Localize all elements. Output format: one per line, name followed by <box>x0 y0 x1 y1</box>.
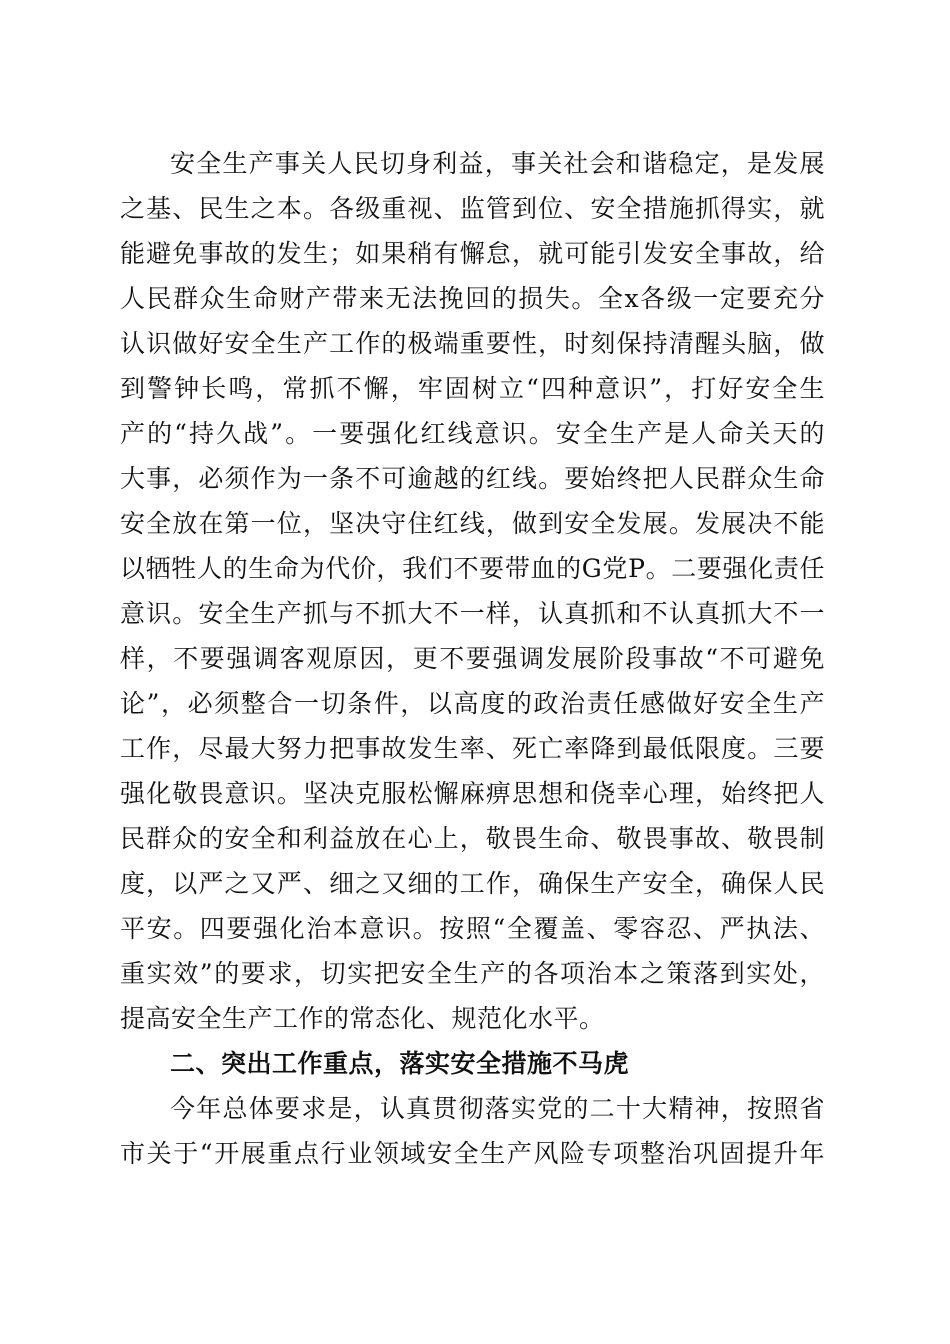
paragraph-line: 市关于“开展重点行业领域安全生产风险专项整治巩固提升年 <box>120 1139 825 1168</box>
paragraph-line: 以牺牲人的生命为代价，我们不要带血的G党P。二要强化责任 <box>120 554 825 583</box>
paragraph-line: 认识做好安全生产工作的极端重要性，时刻保持清醒头脑，做 <box>120 329 825 358</box>
paragraph-line: 论”，必须整合一切条件，以高度的政治责任感做好安全生产 <box>120 689 825 718</box>
paragraph-line: 产的“持久战”。一要强化红线意识。安全生产是人命关天的 <box>120 419 825 448</box>
paragraph-line: 工作，尽最大努力把事故发生率、死亡率降到最低限度。三要 <box>120 734 825 763</box>
paragraph-line: 人民群众生命财产带来无法挽回的损失。全x各级一定要充分 <box>120 284 825 313</box>
paragraph-line: 重实效”的要求，切实把安全生产的各项治本之策落到实处， <box>120 959 825 988</box>
paragraph-line: 到警钟长鸣，常抓不懈，牢固树立“四种意识”，打好安全生 <box>120 374 825 403</box>
paragraph-line: 提高安全生产工作的常态化、规范化水平。 <box>120 1004 605 1033</box>
paragraph-line: 意识。安全生产抓与不抓大不一样，认真抓和不认真抓大不一 <box>120 599 825 628</box>
paragraph-line: 平安。四要强化治本意识。按照“全覆盖、零容忍、严执法、 <box>120 914 825 943</box>
section-heading: 二、突出工作重点，落实安全措施不马虎 <box>170 1049 630 1078</box>
paragraph-line: 之基、民生之本。各级重视、监管到位、安全措施抓得实，就 <box>120 194 825 223</box>
paragraph-line: 样，不要强调客观原因，更不要强调发展阶段事故“不可避免 <box>120 644 825 673</box>
paragraph-line: 强化敬畏意识。坚决克服松懈麻痹思想和侥幸心理，始终把人 <box>120 779 825 808</box>
paragraph-line: 大事，必须作为一条不可逾越的红线。要始终把人民群众生命 <box>120 464 825 493</box>
paragraph-line: 今年总体要求是，认真贯彻落实党的二十大精神，按照省 <box>170 1094 825 1123</box>
paragraph-line: 度，以严之又严、细之又细的工作，确保生产安全，确保人民 <box>120 869 825 898</box>
paragraph-line: 安全生产事关人民切身利益，事关社会和谐稳定，是发展 <box>170 149 825 178</box>
paragraph-line: 能避免事故的发生；如果稍有懈怠，就可能引发安全事故，给 <box>120 239 825 268</box>
paragraph-line: 安全放在第一位，坚决守住红线，做到安全发展。发展决不能 <box>120 509 825 538</box>
paragraph-line: 民群众的安全和利益放在心上，敬畏生命、敬畏事故、敬畏制 <box>120 824 825 853</box>
